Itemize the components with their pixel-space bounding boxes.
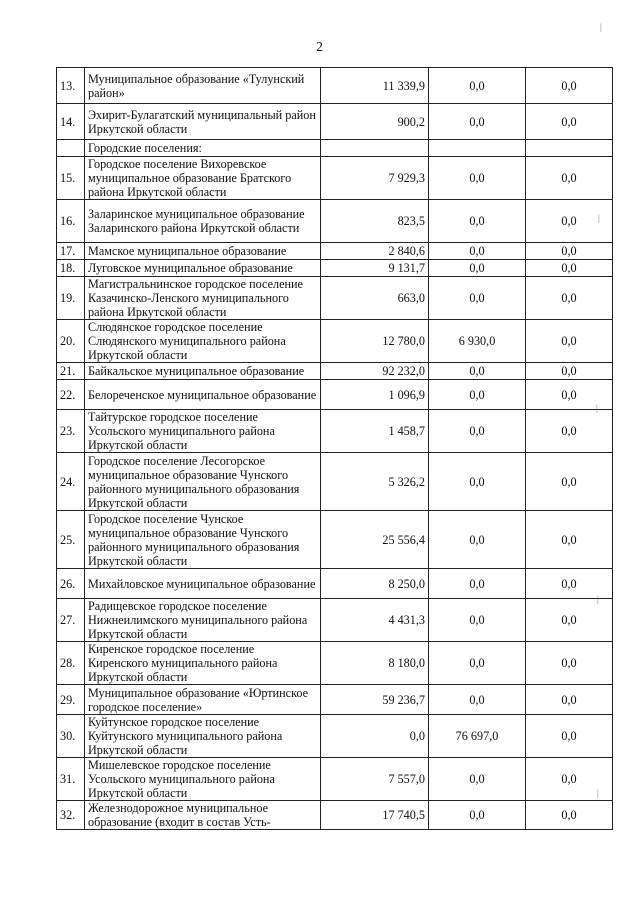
amount-column-1: 0,0 (321, 715, 429, 758)
amount-column-2: 76 697,0 (429, 715, 526, 758)
amount-column-3: 0,0 (526, 801, 613, 830)
table-row (57, 68, 613, 104)
table-row (57, 410, 613, 453)
amount-column-3: 0,0 (526, 260, 613, 277)
table-row (57, 243, 613, 260)
empty-cell (526, 140, 613, 157)
scan-mark: | (600, 22, 602, 32)
table-row (57, 200, 613, 243)
amount-column-1: 823,5 (321, 200, 429, 243)
empty-cell (429, 140, 526, 157)
table-row (57, 380, 613, 410)
municipality-name: Муниципальное образование «Юртинское городское поселение» (85, 685, 321, 715)
table-row (57, 642, 613, 685)
row-number: 32. (57, 801, 85, 830)
municipality-name: Тайтурское городское поселение Усольского муниципального района Иркутской области (85, 410, 321, 453)
amount-column-2: 0,0 (429, 569, 526, 599)
amount-column-2: 0,0 (429, 801, 526, 830)
municipality-name: Слюдянское городское поселение Слюдянского муниципального района Иркутской области (85, 320, 321, 363)
table-row (57, 801, 613, 830)
municipality-name: Куйтунское городское поселение Куйтунского муниципального района Иркутской области (85, 715, 321, 758)
row-number: 30. (57, 715, 85, 758)
row-number: 29. (57, 685, 85, 715)
amount-column-1: 25 556,4 (321, 511, 429, 569)
amount-column-2: 0,0 (429, 277, 526, 320)
amount-column-1: 59 236,7 (321, 685, 429, 715)
row-number: 13. (57, 68, 85, 104)
amount-column-2: 0,0 (429, 363, 526, 380)
amount-column-3: 0,0 (526, 320, 613, 363)
row-number: 21. (57, 363, 85, 380)
row-number: 25. (57, 511, 85, 569)
amount-column-2: 0,0 (429, 599, 526, 642)
table-row (57, 363, 613, 380)
municipality-name: Радищевское городское поселение Нижнеилимского муниципального района Иркутской области (85, 599, 321, 642)
row-number: 26. (57, 569, 85, 599)
amount-column-3: 0,0 (526, 511, 613, 569)
amount-column-2: 0,0 (429, 758, 526, 801)
table-row (57, 104, 613, 140)
budget-table (56, 67, 613, 830)
amount-column-2: 6 930,0 (429, 320, 526, 363)
row-number: 18. (57, 260, 85, 277)
municipality-name: Муниципальное образование «Тулунский район» (85, 68, 321, 104)
row-number: 17. (57, 243, 85, 260)
row-number: 19. (57, 277, 85, 320)
amount-column-1: 1 458,7 (321, 410, 429, 453)
amount-column-3: 0,0 (526, 685, 613, 715)
row-number: 28. (57, 642, 85, 685)
municipality-name: Луговское муниципальное образование (85, 260, 321, 277)
municipality-name: Киренское городское поселение Киренского муниципального района Иркутской области (85, 642, 321, 685)
amount-column-2: 0,0 (429, 68, 526, 104)
scan-mark: | (597, 788, 599, 798)
table-row (57, 453, 613, 511)
municipality-name: Мамское муниципальное образование (85, 243, 321, 260)
amount-column-3: 0,0 (526, 569, 613, 599)
municipality-name: Заларинское муниципальное образование Заларинского района Иркутской области (85, 200, 321, 243)
empty-cell (321, 140, 429, 157)
amount-column-3: 0,0 (526, 277, 613, 320)
amount-column-1: 11 339,9 (321, 68, 429, 104)
amount-column-3: 0,0 (526, 410, 613, 453)
amount-column-1: 4 431,3 (321, 599, 429, 642)
table-row (57, 685, 613, 715)
amount-column-2: 0,0 (429, 243, 526, 260)
amount-column-3: 0,0 (526, 758, 613, 801)
amount-column-3: 0,0 (526, 642, 613, 685)
amount-column-1: 17 740,5 (321, 801, 429, 830)
amount-column-2: 0,0 (429, 511, 526, 569)
budget-table-body (57, 68, 613, 830)
amount-column-1: 663,0 (321, 277, 429, 320)
row-number: 14. (57, 104, 85, 140)
amount-column-1: 8 180,0 (321, 642, 429, 685)
table-row (57, 569, 613, 599)
municipality-name: Михайловское муниципальное образование (85, 569, 321, 599)
row-number: 22. (57, 380, 85, 410)
amount-column-2: 0,0 (429, 453, 526, 511)
amount-column-3: 0,0 (526, 380, 613, 410)
municipality-name: Эхирит-Булагатский муниципальный район Иркутской области (85, 104, 321, 140)
amount-column-1: 9 131,7 (321, 260, 429, 277)
row-number: 24. (57, 453, 85, 511)
row-number: 31. (57, 758, 85, 801)
amount-column-3: 0,0 (526, 200, 613, 243)
table-row (57, 277, 613, 320)
table-row (57, 320, 613, 363)
section-header: Городские поселения: (85, 140, 321, 157)
municipality-name: Городское поселение Чунское муниципальное образование Чунского районного муниципального образования Иркутской области (85, 511, 321, 569)
amount-column-1: 7 557,0 (321, 758, 429, 801)
amount-column-1: 7 929,3 (321, 157, 429, 200)
amount-column-1: 1 096,9 (321, 380, 429, 410)
amount-column-2: 0,0 (429, 260, 526, 277)
amount-column-1: 92 232,0 (321, 363, 429, 380)
amount-column-2: 0,0 (429, 380, 526, 410)
amount-column-2: 0,0 (429, 685, 526, 715)
table-row (57, 260, 613, 277)
amount-column-2: 0,0 (429, 410, 526, 453)
section-header-row (57, 140, 613, 157)
amount-column-1: 900,2 (321, 104, 429, 140)
municipality-name: Байкальское муниципальное образование (85, 363, 321, 380)
municipality-name: Городское поселение Вихоревское муниципальное образование Братского района Иркутской области (85, 157, 321, 200)
table-row (57, 599, 613, 642)
amount-column-3: 0,0 (526, 104, 613, 140)
table-row (57, 758, 613, 801)
municipality-name: Железнодорожное муниципальное образование (входит в состав Усть- (85, 801, 321, 830)
amount-column-3: 0,0 (526, 243, 613, 260)
table-row (57, 511, 613, 569)
amount-column-1: 5 326,2 (321, 453, 429, 511)
row-number: 27. (57, 599, 85, 642)
municipality-name: Городское поселение Лесогорское муниципальное образование Чунского районного муниципального образования Иркутской области (85, 453, 321, 511)
row-number: 23. (57, 410, 85, 453)
scan-mark: | (598, 213, 600, 223)
amount-column-3: 0,0 (526, 363, 613, 380)
amount-column-1: 2 840,6 (321, 243, 429, 260)
amount-column-1: 8 250,0 (321, 569, 429, 599)
municipality-name: Магистральнинское городское поселение Казачинско-Ленского муниципального района Иркутской области (85, 277, 321, 320)
row-number: 15. (57, 157, 85, 200)
scan-mark: | (597, 594, 599, 604)
scan-mark: | (596, 403, 598, 413)
amount-column-2: 0,0 (429, 200, 526, 243)
amount-column-2: 0,0 (429, 157, 526, 200)
amount-column-1: 12 780,0 (321, 320, 429, 363)
row-number (57, 140, 85, 157)
municipality-name: Белореченское муниципальное образование (85, 380, 321, 410)
row-number: 20. (57, 320, 85, 363)
amount-column-3: 0,0 (526, 599, 613, 642)
amount-column-2: 0,0 (429, 642, 526, 685)
table-row (57, 715, 613, 758)
amount-column-3: 0,0 (526, 68, 613, 104)
row-number: 16. (57, 200, 85, 243)
amount-column-3: 0,0 (526, 157, 613, 200)
amount-column-3: 0,0 (526, 715, 613, 758)
table-row (57, 157, 613, 200)
municipality-name: Мишелевское городское поселение Усольского муниципального района Иркутской области (85, 758, 321, 801)
amount-column-3: 0,0 (526, 453, 613, 511)
amount-column-2: 0,0 (429, 104, 526, 140)
page-number: 2 (316, 40, 323, 55)
